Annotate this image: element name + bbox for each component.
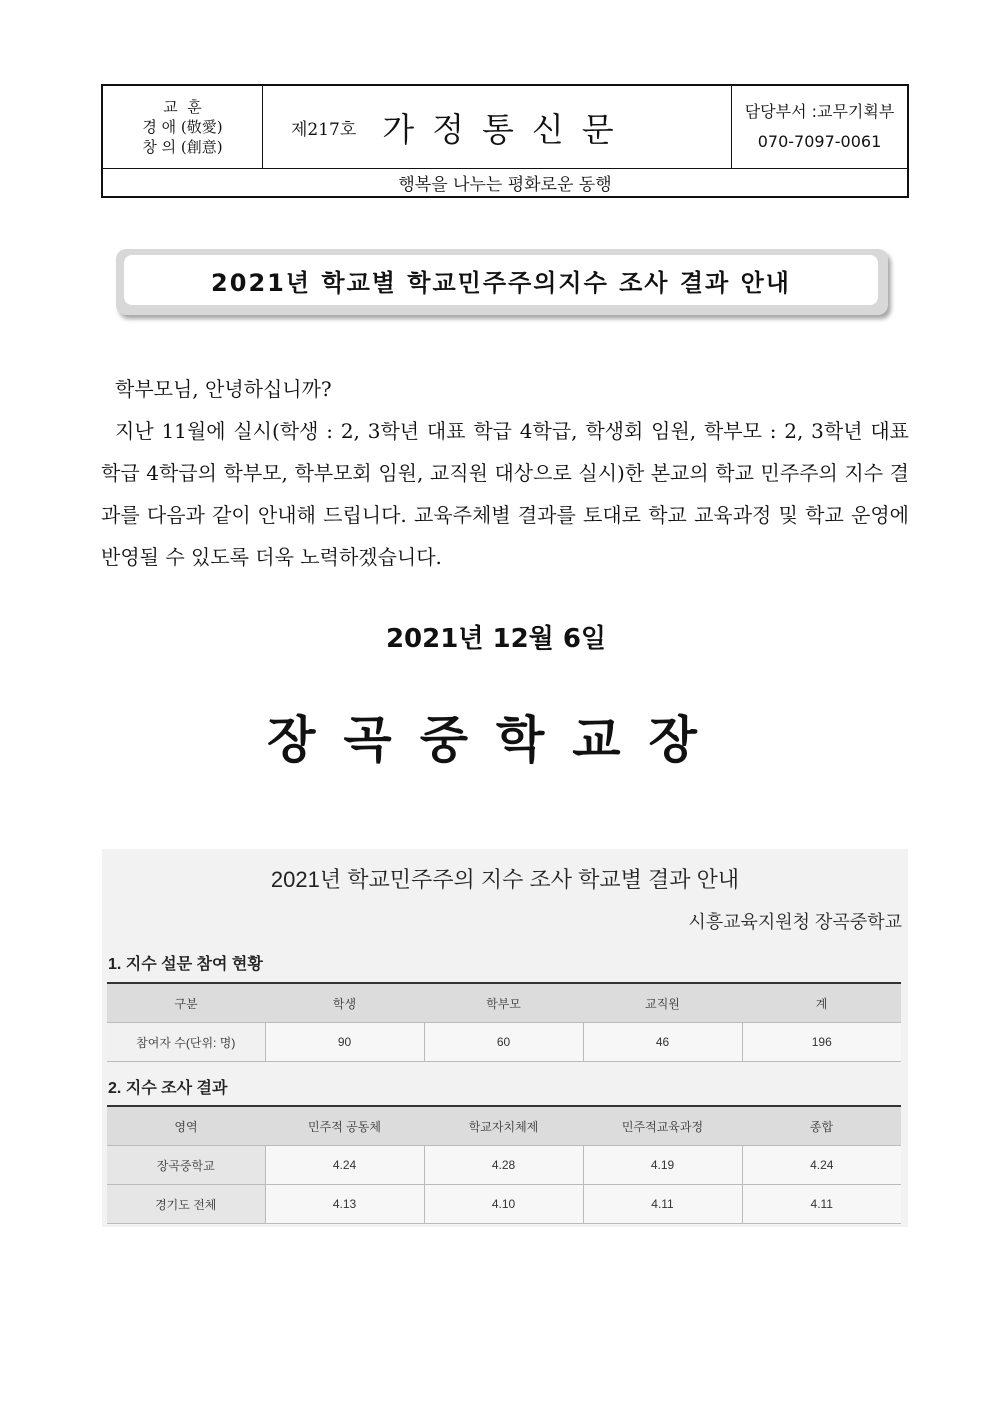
table-cell: 4.11 bbox=[583, 1185, 742, 1224]
column-header: 민주적 공동체 bbox=[265, 1106, 424, 1146]
column-header: 학생 bbox=[265, 983, 424, 1023]
column-header: 학교자치체제 bbox=[424, 1106, 583, 1146]
department-label: 담당부서 :교무기획부 bbox=[744, 102, 895, 121]
table-cell: 60 bbox=[424, 1023, 583, 1062]
column-header: 계 bbox=[742, 983, 901, 1023]
table-row bbox=[107, 1185, 901, 1224]
issue-number: 제217호 bbox=[291, 119, 357, 140]
table-cell: 196 bbox=[742, 1023, 901, 1062]
phone-number: 070-7097-0061 bbox=[757, 132, 882, 151]
motto-title: 교 훈 bbox=[163, 98, 202, 116]
results-table bbox=[107, 1105, 901, 1224]
greeting: 학부모님, 안녕하십니까? bbox=[115, 377, 332, 401]
newsletter-name: 가정통신문 bbox=[382, 109, 632, 149]
table-cell: 4.28 bbox=[424, 1146, 583, 1185]
table-cell: 46 bbox=[583, 1023, 742, 1062]
column-header: 교직원 bbox=[583, 983, 742, 1023]
row-label: 참여자 수(단위: 명) bbox=[107, 1023, 265, 1062]
department-contact bbox=[731, 86, 907, 168]
results-image bbox=[102, 849, 908, 1227]
row-label: 장곡중학교 bbox=[107, 1146, 265, 1185]
principal-signature: 장곡중학교장 bbox=[267, 711, 725, 769]
table-cell: 4.24 bbox=[265, 1146, 424, 1185]
column-header: 종합 bbox=[742, 1106, 901, 1146]
table-cell: 4.11 bbox=[742, 1185, 901, 1224]
section-1-heading: 1. 지수 설문 참여 현황 bbox=[108, 956, 263, 973]
school-slogan: 행복을 나누는 평화로운 동행 bbox=[398, 175, 612, 195]
results-title: 2021년 학교민주주의 지수 조사 학교별 결과 안내 bbox=[270, 867, 740, 892]
header-top-row bbox=[103, 86, 907, 169]
motto-line-1: 경 애 (敬愛) bbox=[142, 118, 223, 136]
table-cell: 90 bbox=[265, 1023, 424, 1062]
letter-date: 2021년 12월 6일 bbox=[385, 624, 607, 654]
letter-body bbox=[101, 368, 909, 578]
headline-text: 2021년 학교별 학교민주주의지수 조사 결과 안내 bbox=[124, 255, 878, 305]
headline-box bbox=[116, 249, 888, 315]
table-cell: 4.13 bbox=[265, 1185, 424, 1224]
section-2-heading: 2. 지수 조사 결과 bbox=[108, 1080, 228, 1097]
table-cell: 4.24 bbox=[742, 1146, 901, 1185]
participation-table bbox=[107, 982, 901, 1062]
table-header-row bbox=[107, 983, 901, 1023]
column-header: 구분 bbox=[107, 983, 265, 1023]
newsletter-header bbox=[101, 84, 909, 198]
table-cell: 4.10 bbox=[424, 1185, 583, 1224]
table-row bbox=[107, 1146, 901, 1185]
table-cell: 4.19 bbox=[583, 1146, 742, 1185]
column-header: 영역 bbox=[107, 1106, 265, 1146]
newsletter-title-cell bbox=[263, 86, 733, 168]
body-paragraph: 지난 11월에 실시(학생 : 2, 3학년 대표 학급 4학급, 학생회 임원, 학부모 : 2, 3학년 대표 학급 4학급의 학부모, 학부모회 임원, 교직원 대상으로 실시)한 본교의 학교 민주주의 지수 결과를 다음과 같이 안내해 드립니다. 교육주체별 결과를 토대로 학교 교육과정 및 학교 운영에 반영될 수 있도록 더욱 노력하겠습니다. bbox=[101, 419, 909, 569]
column-header: 학부모 bbox=[424, 983, 583, 1023]
table-row bbox=[107, 1023, 901, 1062]
row-label: 경기도 전체 bbox=[107, 1185, 265, 1224]
school-motto bbox=[103, 86, 263, 168]
motto-line-2: 창 의 (創意) bbox=[142, 138, 223, 156]
table-header-row bbox=[107, 1106, 901, 1146]
column-header: 민주적교육과정 bbox=[583, 1106, 742, 1146]
results-org: 시흥교육지원청 장곡중학교 bbox=[688, 912, 902, 932]
